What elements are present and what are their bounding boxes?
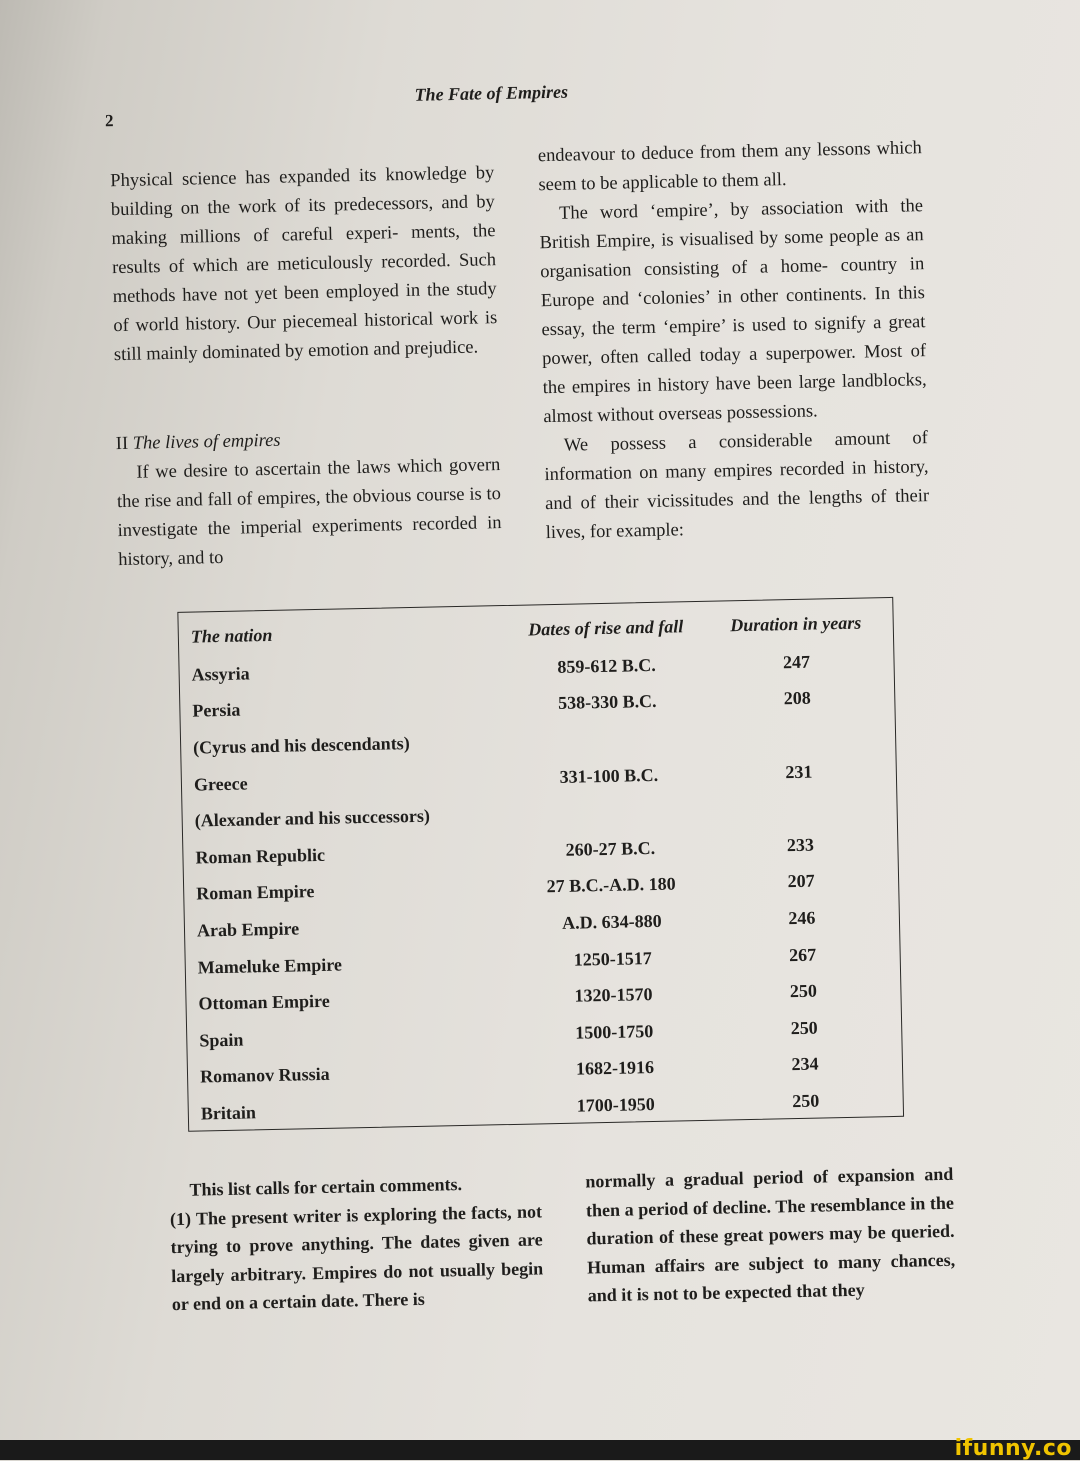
duration-cell: 246 — [788, 907, 816, 929]
nation-cell: Persia — [192, 699, 241, 721]
dates-cell: 1250-1517 — [573, 947, 652, 970]
bottom-left-column — [169, 1168, 544, 1318]
nation-cell: Britain — [200, 1102, 257, 1124]
left-para-2: If we desire to ascertain the laws which govern the rise and fall of empires, the obvious course is to investigate the imperial experiments recorded in history, and to — [116, 455, 502, 571]
watermark-logo: ifunny.co — [954, 1436, 1072, 1461]
duration-cell: 267 — [788, 944, 817, 965]
left-para-1: Physical science has expanded its knowledge by building on the work of its predecessors, and by making millions of careful experi- ments, the results of which are meticulously recorded. Such methods have not yet been employed in the study of world history. Our piecemeal historical work is still mainly dominated by emotion and prejudice. — [110, 163, 498, 366]
nation-cell: Greece — [193, 773, 248, 795]
duration-cell: 247 — [782, 651, 811, 673]
duration-cell: 250 — [789, 980, 818, 1002]
dates-cell: 1682-1916 — [575, 1057, 655, 1079]
dates-cell: 1500-1750 — [575, 1020, 654, 1043]
running-title: The Fate of Empires — [414, 81, 569, 105]
dates-cell: 538-330 B.C. — [557, 691, 657, 714]
duration-cell: 208 — [783, 688, 811, 709]
duration-cell: 231 — [785, 761, 813, 782]
duration-cell: 207 — [787, 870, 815, 892]
right-para-2: The word ‘empire’, by association with the British Empire, is visualised by some people as an organisation consisting of a home- country in Europe and ‘colonies’ in other continents. In this essay, the term ‘empire’ is used to signify a great power, often called today a superpower. Most of the empires in history have been large landblocks, almost without overseas possessions. — [539, 196, 927, 428]
nation-cell: Roman Republic — [195, 844, 326, 868]
bottom-right-column — [585, 1160, 956, 1310]
duration-cell: 233 — [786, 834, 815, 855]
dates-cell: 27 B.C.-A.D. 180 — [546, 873, 676, 897]
dates-cell: 260-27 B.C. — [565, 837, 656, 860]
nation-cell: Arab Empire — [196, 918, 300, 941]
nation-cell: (Cyrus and his descendants) — [192, 733, 410, 758]
empires-table — [177, 597, 904, 1132]
header-nation: The nation — [190, 624, 273, 647]
dates-cell: A.D. 634-880 — [561, 910, 662, 933]
section-numeral: II — [115, 433, 129, 455]
page-number: 2 — [104, 111, 114, 131]
dates-cell — [493, 737, 723, 742]
nation-cell: (Alexander and his successors) — [194, 805, 431, 831]
nation-cell: Romanov Russia — [199, 1064, 330, 1087]
section-title: The lives of empires — [132, 430, 281, 454]
nation-cell: Ottoman Empire — [198, 990, 330, 1014]
book-page — [15, 19, 1080, 1440]
right-para-3: We possess a considerable amount of information on many empires recorded in history, and of their vicissitudes and the lengths of their lives, for example: — [544, 428, 930, 544]
dates-cell: 331-100 B.C. — [559, 764, 659, 787]
footer-bar — [0, 1440, 1080, 1460]
comment-continued: normally a gradual period of expansion and then a period of decline. The resemblance in the duration of these great powers may be queried. Human affairs are subject to many chances, and it is not to be expected that they — [585, 1163, 956, 1306]
header-duration: Duration in years — [730, 612, 862, 636]
nation-cell: Roman Empire — [196, 881, 315, 904]
duration-cell: 250 — [790, 1017, 818, 1038]
header-dates: Dates of rise and fall — [528, 616, 684, 640]
nation-cell: Spain — [199, 1029, 244, 1051]
dates-cell: 1320-1570 — [574, 984, 653, 1006]
dates-cell: 1700-1950 — [576, 1093, 655, 1116]
comment-1: (1) The present writer is exploring the facts, not trying to prove anything. The dates given are largely arbitrary. Empires do not usually begin or end on a certain date. There is — [169, 1200, 544, 1315]
right-column — [538, 134, 930, 548]
comments-intro: This list calls for certain comments. — [189, 1174, 463, 1200]
nation-cell: Assyria — [191, 663, 250, 685]
nation-cell: Mameluke Empire — [197, 954, 343, 978]
dates-cell: 859-612 B.C. — [557, 654, 657, 677]
duration-cell — [725, 807, 875, 810]
table-body — [191, 642, 891, 1132]
dates-cell — [495, 810, 725, 815]
duration-cell — [723, 734, 873, 737]
right-para-1: endeavour to deduce from them any lessons which seem to be applicable to them all. — [537, 138, 923, 196]
left-column — [110, 159, 502, 575]
duration-cell: 250 — [792, 1090, 820, 1112]
duration-cell: 234 — [791, 1053, 819, 1075]
